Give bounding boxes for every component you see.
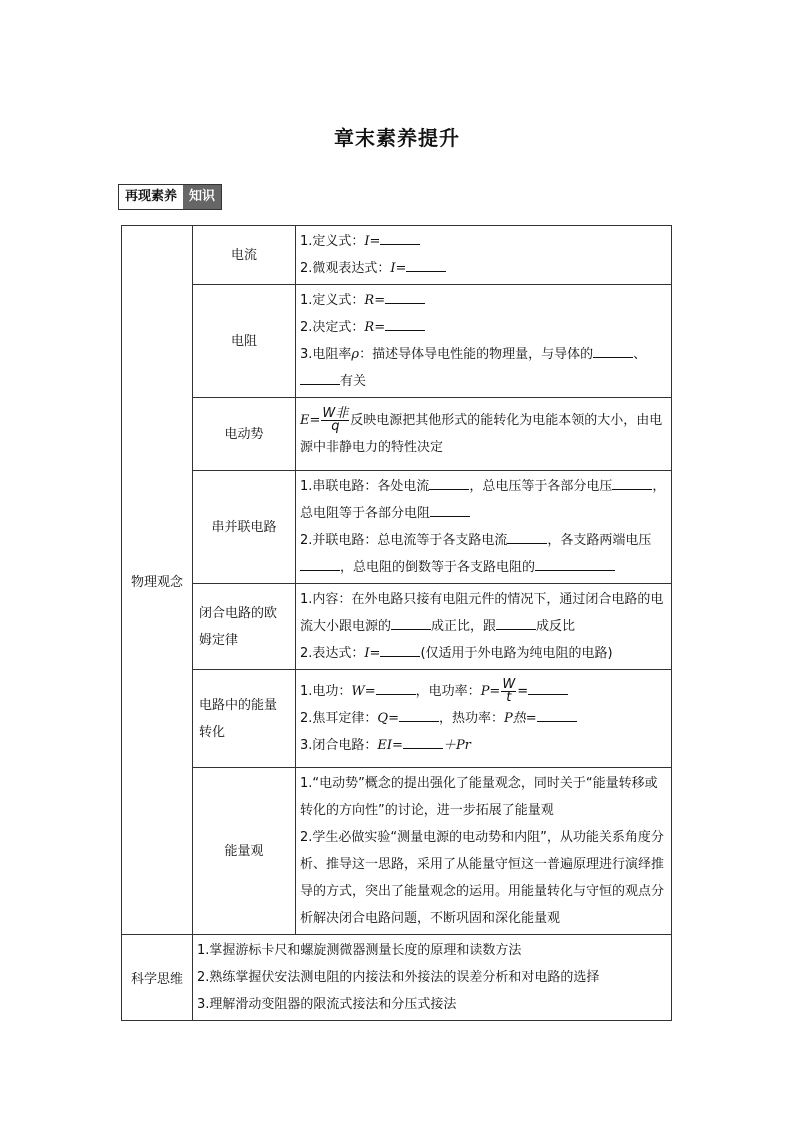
page-title: 章末素养提升	[334, 126, 460, 150]
fill-blank[interactable]	[300, 372, 340, 385]
fill-blank[interactable]	[385, 318, 425, 331]
table-row	[122, 584, 672, 670]
fill-blank[interactable]	[391, 617, 431, 630]
fill-blank[interactable]	[380, 232, 420, 245]
fill-blank[interactable]	[429, 477, 469, 490]
row-content-thinking: 1.掌握游标卡尺和螺旋测微器测量长度的原理和读数方法 2.熟练掌握伏安法测电阻的内接法和外接法的误差分析和对电路的选择 3.理解滑动变阻器的限流式接法和分压式接法	[193, 935, 672, 1021]
fill-blank[interactable]	[300, 558, 340, 571]
category-physics-concept: 物理观念	[122, 226, 193, 935]
fill-blank[interactable]	[593, 345, 633, 358]
row-content-ohm: 1.内容：在外电路只接有电阻元件的情况下，通过闭合电路的电流大小跟电源的 成正比，跟 成反比 2.表达式：I= (仅适用于外电路为纯电阻的电路)	[296, 584, 672, 670]
row-label-current: 电流	[193, 226, 296, 285]
fraction: $\frac{\text{W非}}{q}$	[322, 406, 349, 434]
row-content-energy-view: 1.“电动势”概念的提出强化了能量观念，同时关于“能量转移或转化的方向性”的讨论，进一步拓展了能量观 2.学生必做实验“测量电源的电动势和内阻”，从功能关系角度分析、推导这一思路，采用了从能量守恒这一普遍原理进行演绎推导的方式，突出了能量观念的运用。用能量转化与守恒的观点分析解决闭合电路问题，不断巩固和深化能量观	[296, 768, 672, 935]
row-label-circuits: 串并联电路	[193, 471, 296, 584]
row-label-emf: 电动势	[193, 398, 296, 471]
table-row	[122, 398, 672, 471]
row-label-ohm: 闭合电路的欧姆定律	[193, 584, 296, 670]
fill-blank[interactable]	[385, 291, 425, 304]
row-content-resistance: 1.定义式：R= 2.决定式：R= 3.电阻率ρ：描述导体导电性能的物理量，与导体的 、 有关	[296, 285, 672, 398]
row-content-emf: E= $\frac{\text{W非}}{q}$ 反映电源把其他形式的能转化为电能本领的大小，由电源中非静电力的特性决定	[296, 398, 672, 471]
table-row	[122, 471, 672, 584]
fill-blank[interactable]	[507, 531, 547, 544]
section-tag-part2: 知识	[183, 185, 221, 209]
fill-blank[interactable]	[403, 736, 443, 749]
fill-blank[interactable]	[406, 259, 446, 272]
table-row	[122, 670, 672, 768]
fill-blank[interactable]	[430, 504, 470, 517]
category-scientific-thinking: 科学思维	[122, 935, 193, 1021]
fill-blank[interactable]	[535, 558, 615, 571]
fraction: $\frac{W}{t}$	[502, 677, 516, 705]
table-row	[122, 226, 672, 285]
summary-table	[121, 225, 672, 1021]
fill-blank[interactable]	[496, 617, 536, 630]
fill-blank[interactable]	[380, 644, 420, 657]
section-tag-part1: 再现素养	[119, 185, 183, 209]
fill-blank[interactable]	[612, 477, 652, 490]
fill-blank[interactable]	[376, 682, 416, 695]
row-label-energy-view: 能量观	[193, 768, 296, 935]
section-tag	[118, 184, 222, 210]
table-row	[122, 768, 672, 935]
row-content-circuits: 1.串联电路：各处电流 ，总电压等于各部分电压 ，总电阻等于各部分电阻 2.并联电路：总电流等于各支路电流 ，各支路两端电压，总电阻的倒数等于各支路电阻的	[296, 471, 672, 584]
row-content-energy-conversion: 1.电功：W= ，电功率：P= $\frac{W}{t}$ = 2.焦耳定律：Q= ，热功率：P热= 3.闭合电路：EI= ＋Pr	[296, 670, 672, 768]
row-content-current: 1.定义式：I= 2.微观表达式：I=	[296, 226, 672, 285]
fill-blank[interactable]	[399, 709, 439, 722]
fill-blank[interactable]	[537, 709, 577, 722]
row-label-resistance: 电阻	[193, 285, 296, 398]
table-row	[122, 285, 672, 398]
row-label-energy-conversion: 电路中的能量转化	[193, 670, 296, 768]
table-row	[122, 935, 672, 1021]
fill-blank[interactable]	[528, 682, 568, 695]
